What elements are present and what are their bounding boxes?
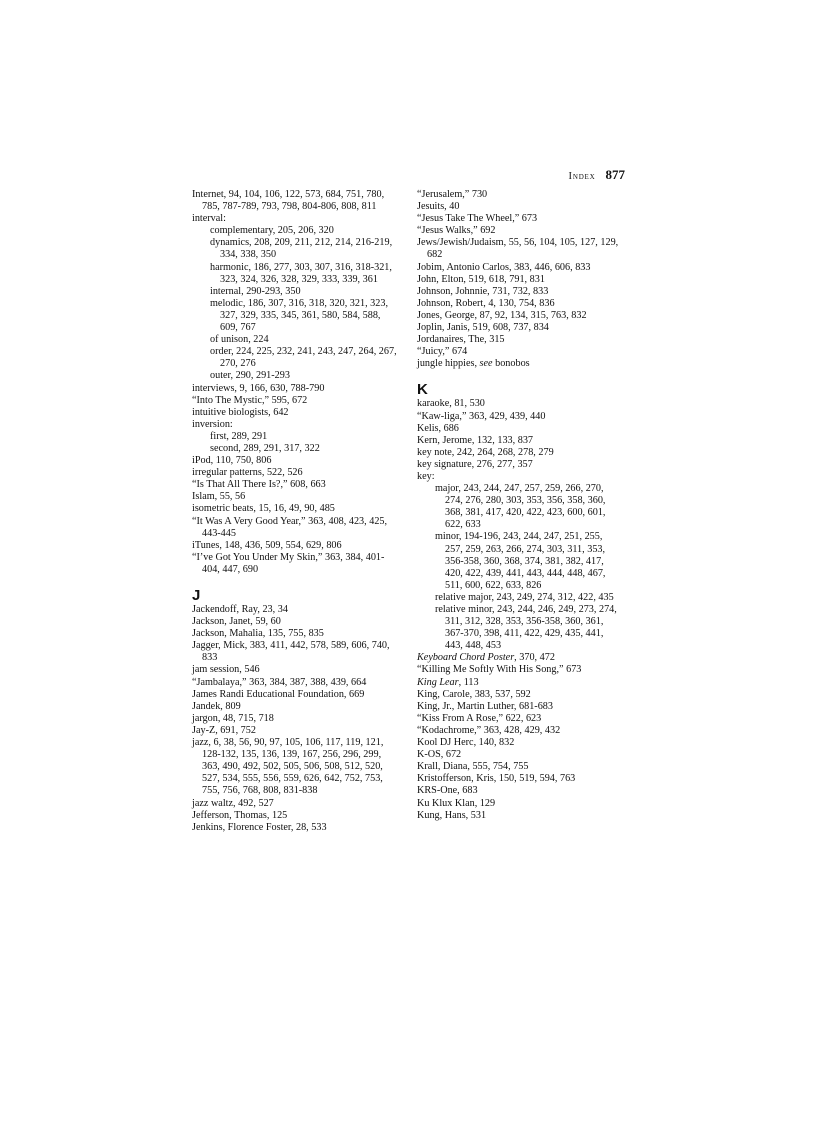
entry-text: isometric beats, 15, 16, 49, 90, 485 [192, 503, 335, 515]
entry-text: jazz, 6, 38, 56, 90, 97, 105, 106, 117, 119, 121, 128-132, 135, 136, 139, 167, 256, 296, 299, 363, 490, 492, 502, 505, 506, 508, 512, 520, 527, 534, 555, 556, 559, 626, 642, 752, 753, 755, 756, 768, 808, 831-838 [192, 737, 384, 797]
entry-text: “It Was A Very Good Year,” 363, 408, 423, 425, 443-445 [192, 515, 388, 539]
entry-text: Kern, Jerome, 132, 133, 837 [417, 434, 534, 446]
entry-text: King, Carole, 383, 537, 592 [417, 688, 531, 700]
index-entry [192, 455, 397, 467]
entry-text: melodic, 186, 307, 316, 318, 320, 321, 323, 327, 329, 335, 345, 361, 580, 584, 588, 609, 767 [210, 297, 388, 334]
index-entry [417, 398, 622, 410]
index-subentry [192, 298, 397, 334]
entry-text: K-OS, 672 [417, 749, 462, 761]
entry-text: jargon, 48, 715, 718 [192, 712, 274, 724]
index-entry [417, 274, 622, 286]
index-entry [417, 701, 622, 713]
index-entry [417, 798, 622, 810]
entry-text: key signature, 276, 277, 357 [417, 458, 533, 470]
entry-text: Jobim, Antonio Carlos, 383, 446, 606, 833 [417, 261, 591, 273]
entry-text: jungle hippies, [417, 358, 480, 370]
entry-text: “Jerusalem,” 730 [417, 189, 488, 200]
index-entry [417, 310, 622, 322]
entry-text: of unison, 224 [210, 334, 269, 346]
entry-text: relative major, 243, 249, 274, 312, 422, 435 [435, 591, 614, 603]
index-subentry [417, 531, 622, 591]
entry-text: Jesuits, 40 [417, 201, 460, 213]
entry-text: interviews, 9, 166, 630, 788-790 [192, 382, 325, 394]
index-subentry [192, 346, 397, 370]
running-head [569, 167, 625, 183]
index-entry [192, 503, 397, 515]
index-entry [417, 652, 622, 664]
entry-text: Jackson, Mahalia, 135, 755, 835 [192, 628, 324, 640]
entry-text: “Kodachrome,” 363, 428, 429, 432 [417, 724, 561, 736]
entry-text: Jandek, 809 [192, 700, 241, 712]
running-head-label: Index [568, 171, 596, 182]
index-entry [417, 677, 622, 689]
entry-text: key: [417, 470, 435, 482]
index-entry [192, 407, 397, 419]
index-entry [192, 189, 397, 213]
index-column-right [417, 189, 622, 822]
index-subentry [192, 431, 397, 443]
see-reference: see [479, 358, 493, 370]
entry-text: Jackendoff, Ray, 23, 34 [192, 604, 288, 615]
entry-text: Kristofferson, Kris, 150, 519, 594, 763 [417, 773, 576, 785]
entry-text: King, Jr., Martin Luther, 681-683 [417, 700, 553, 712]
entry-text: internal, 290-293, 350 [210, 285, 301, 297]
index-entry [417, 201, 622, 213]
index-entry [417, 447, 622, 459]
entry-text: John, Elton, 519, 618, 791, 831 [417, 273, 545, 285]
index-entry [192, 552, 397, 576]
index-entry [192, 213, 397, 225]
index-entry [192, 479, 397, 491]
entry-text: “Jesus Take The Wheel,” 673 [417, 213, 538, 225]
entry-text: Jones, George, 87, 92, 134, 315, 763, 832 [417, 309, 587, 321]
index-entry [417, 664, 622, 676]
index-entry [192, 540, 397, 552]
entry-text: Jefferson, Thomas, 125 [192, 809, 288, 821]
entry-text: intuitive biologists, 642 [192, 406, 289, 418]
index-entry [417, 785, 622, 797]
entry-text: first, 289, 291 [210, 430, 268, 442]
index-entry [417, 262, 622, 274]
index-entry [417, 423, 622, 435]
entry-text: jazz waltz, 492, 527 [192, 797, 274, 809]
index-entry [192, 822, 397, 834]
index-entry [417, 713, 622, 725]
entry-text: “Is That All There Is?,” 608, 663 [192, 479, 326, 491]
index-entry [417, 213, 622, 225]
entry-text: Kelis, 686 [417, 422, 459, 434]
entry-text: minor, 194-196, 243, 244, 247, 251, 255, 257, 259, 263, 266, 274, 303, 311, 353, 356-358, 360, 368, 374, 381, 382, 417, 420, 422, 439, 441, 443, 444, 448, 467, 511, 600, 622, 633, 826 [435, 531, 606, 591]
index-entry [192, 701, 397, 713]
index-entry [192, 516, 397, 540]
entry-text: James Randi Educational Foundation, 669 [192, 688, 365, 700]
index-entry [192, 383, 397, 395]
entry-text: inversion: [192, 418, 233, 430]
index-entry [192, 689, 397, 701]
entry-text: Islam, 55, 56 [192, 491, 246, 503]
entry-text: Jay-Z, 691, 752 [192, 724, 256, 736]
index-subentry [417, 483, 622, 531]
entry-text: Keyboard Chord Poster [417, 652, 515, 664]
entry-text: key note, 242, 264, 268, 278, 279 [417, 446, 554, 458]
index-entry [192, 419, 397, 431]
entry-text: second, 289, 291, 317, 322 [210, 442, 320, 454]
index-entry [192, 467, 397, 479]
index-column-left [192, 189, 397, 834]
page-number: 877 [605, 167, 625, 182]
entry-text: “Kiss From A Rose,” 622, 623 [417, 712, 542, 724]
entry-text: major, 243, 244, 247, 257, 259, 266, 270, 274, 276, 280, 303, 353, 356, 358, 360, 368, 381, 417, 420, 422, 423, 600, 601, 622, 633 [435, 483, 606, 531]
entry-text: order, 224, 225, 232, 241, 243, 247, 264, 267, 270, 276 [210, 346, 397, 370]
entry-text: “Killing Me Softly With His Song,” 673 [417, 664, 582, 676]
index-subentry [192, 237, 397, 261]
entry-text: “Into The Mystic,” 595, 672 [192, 394, 308, 406]
index-entry [192, 616, 397, 628]
index-entry [417, 810, 622, 822]
index-entry [417, 435, 622, 447]
entry-text: KRS-One, 683 [417, 785, 478, 797]
index-entry [192, 725, 397, 737]
entry-text: iPod, 110, 750, 806 [192, 455, 272, 467]
entry-pages: , 113 [458, 676, 479, 688]
index-entry [192, 810, 397, 822]
index-entry [192, 798, 397, 810]
entry-text: relative minor, 243, 244, 246, 249, 273, 274, 311, 312, 328, 353, 356-358, 360, 361, 367-370, 398, 411, 422, 429, 435, 441, 443, 448, 453 [435, 604, 617, 652]
index-subentry [417, 604, 622, 652]
section-letter: J [192, 587, 201, 604]
entry-text: Jagger, Mick, 383, 411, 442, 578, 589, 606, 740, 833 [192, 640, 390, 664]
entry-text: iTunes, 148, 436, 509, 554, 629, 806 [192, 539, 342, 551]
entry-text: Jordanaires, The, 315 [417, 334, 505, 346]
entry-text: King Lear [417, 676, 459, 688]
entry-text: “Juicy,” 674 [417, 346, 468, 358]
index-entry [192, 395, 397, 407]
index-entry [417, 411, 622, 423]
entry-text: jam session, 546 [192, 664, 260, 676]
index-subentry [192, 262, 397, 286]
entry-text: harmonic, 186, 277, 303, 307, 316, 318-321, 323, 324, 326, 328, 329, 333, 339, 361 [210, 261, 392, 285]
index-entry [417, 737, 622, 749]
entry-text: “Jambalaya,” 363, 384, 387, 388, 439, 664 [192, 676, 367, 688]
entry-pages: bonobos [492, 358, 530, 370]
index-entry [192, 491, 397, 503]
entry-text: outer, 290, 291-293 [210, 370, 290, 382]
index-subentry [192, 286, 397, 298]
entry-text: “Kaw-liga,” 363, 429, 439, 440 [417, 410, 546, 422]
index-entry [417, 322, 622, 334]
index-entry [417, 773, 622, 785]
index-subentry [192, 370, 397, 382]
entry-text: Jews/Jewish/Judaism, 55, 56, 104, 105, 127, 129, 682 [417, 237, 619, 261]
entry-text: Ku Klux Klan, 129 [417, 797, 496, 809]
index-subentry [417, 592, 622, 604]
entry-text: Kung, Hans, 531 [417, 809, 487, 821]
index-subentry [192, 443, 397, 455]
index-entry [417, 459, 622, 471]
index-entry [192, 628, 397, 640]
entry-text: interval: [192, 213, 226, 225]
index-entry [192, 737, 397, 797]
entry-text: Johnson, Robert, 4, 130, 754, 836 [417, 297, 555, 309]
index-subentry [192, 334, 397, 346]
index-entry [192, 604, 397, 616]
index-entry [417, 298, 622, 310]
index-entry [192, 664, 397, 676]
entry-text: irregular patterns, 522, 526 [192, 467, 303, 479]
entry-text: Internet, 94, 104, 106, 122, 573, 684, 751, 780, 785, 787-789, 793, 798, 804-806, 808, 811 [192, 189, 385, 213]
index-entry [417, 286, 622, 298]
index-entry [417, 346, 622, 358]
entry-text: Krall, Diana, 555, 754, 755 [417, 761, 529, 773]
index-entry [417, 358, 622, 370]
entry-text: “Jesus Walks,” 692 [417, 225, 496, 237]
index-entry [417, 189, 622, 201]
entry-text: complementary, 205, 206, 320 [210, 225, 334, 237]
index-entry [192, 677, 397, 689]
entry-text: Joplin, Janis, 519, 608, 737, 834 [417, 322, 549, 334]
entry-pages: , 370, 472 [514, 652, 555, 664]
index-entry [417, 225, 622, 237]
entry-text: “I’ve Got You Under My Skin,” 363, 384, 401-404, 447, 690 [192, 551, 385, 575]
section-letter: K [417, 381, 428, 399]
entry-text: Johnson, Johnnie, 731, 732, 833 [417, 285, 549, 297]
entry-text: karaoke, 81, 530 [417, 398, 485, 410]
index-entry [417, 237, 622, 261]
index-subentry [192, 225, 397, 237]
entry-text: Jenkins, Florence Foster, 28, 533 [192, 821, 327, 833]
index-entry [417, 725, 622, 737]
index-entry [192, 713, 397, 725]
index-entry [417, 689, 622, 701]
index-entry [417, 761, 622, 773]
index-entry [192, 640, 397, 664]
index-entry [417, 471, 622, 483]
entry-text: dynamics, 208, 209, 211, 212, 214, 216-219, 334, 338, 350 [210, 237, 393, 261]
index-entry [417, 334, 622, 346]
entry-text: Jackson, Janet, 59, 60 [192, 616, 281, 628]
index-entry [417, 749, 622, 761]
entry-text: Kool DJ Herc, 140, 832 [417, 737, 515, 749]
